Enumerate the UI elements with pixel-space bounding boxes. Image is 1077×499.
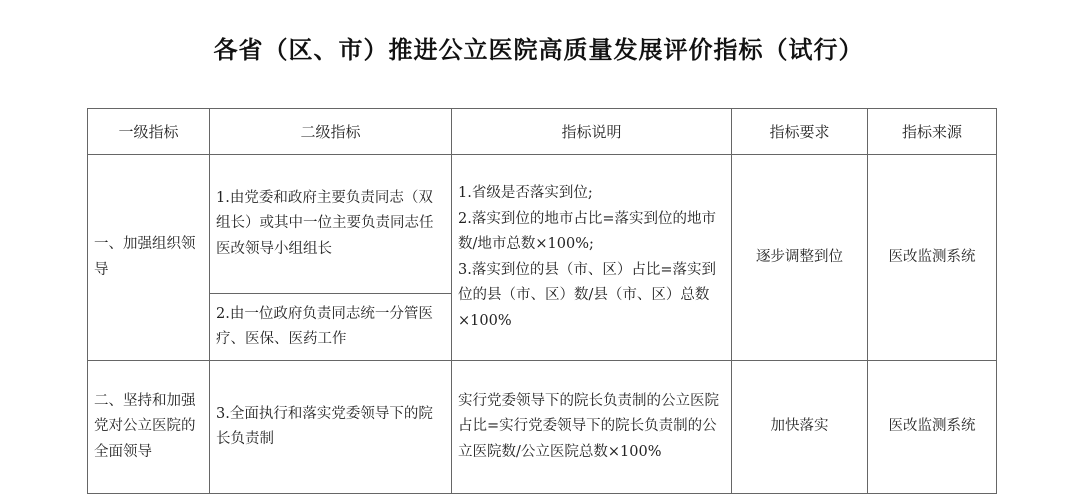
description-line: 3.落实到位的县（市、区）占比=落实到位的县（市、区）数/县（市、区）总数×100% — [458, 261, 716, 329]
row2-level2-cell: 3.全面执行和落实党委领导下的院长负责制 — [210, 361, 452, 494]
row1-source-cell: 医改监测系统 — [868, 155, 997, 361]
row1-level2-a-cell: 1.由党委和政府主要负责同志（双组长）或其中一位主要负责同志任医改领导小组组长 — [210, 155, 452, 294]
row2-description-cell: 实行党委领导下的院长负责制的公立医院占比=实行党委领导下的院长负责制的公立医院数/公立医院总数×100% — [452, 361, 732, 494]
table-header-row — [88, 109, 997, 155]
table-row — [88, 361, 997, 494]
header-description: 指标说明 — [452, 109, 732, 155]
table-row — [88, 155, 997, 294]
row2-level1-cell: 二、坚持和加强党对公立医院的全面领导 — [88, 361, 210, 494]
row2-requirement-cell: 加快落实 — [732, 361, 868, 494]
row1-description-cell — [452, 155, 732, 361]
row2-source-cell: 医改监测系统 — [868, 361, 997, 494]
row1-level1-cell: 一、加强组织领导 — [88, 155, 210, 361]
row1-requirement-cell: 逐步调整到位 — [732, 155, 868, 361]
header-level2: 二级指标 — [210, 109, 452, 155]
description-line: 2.落实到位的地市占比=落实到位的地市数/地市总数×100%; — [458, 210, 716, 252]
description-line: 1.省级是否落实到位; — [458, 185, 593, 201]
header-requirement: 指标要求 — [732, 109, 868, 155]
header-level1: 一级指标 — [88, 109, 210, 155]
evaluation-indicator-table — [87, 108, 997, 494]
row1-level2-b-cell: 2.由一位政府负责同志统一分管医疗、医保、医药工作 — [210, 294, 452, 361]
header-source: 指标来源 — [868, 109, 997, 155]
page-title: 各省（区、市）推进公立医院高质量发展评价指标（试行） — [213, 36, 864, 64]
